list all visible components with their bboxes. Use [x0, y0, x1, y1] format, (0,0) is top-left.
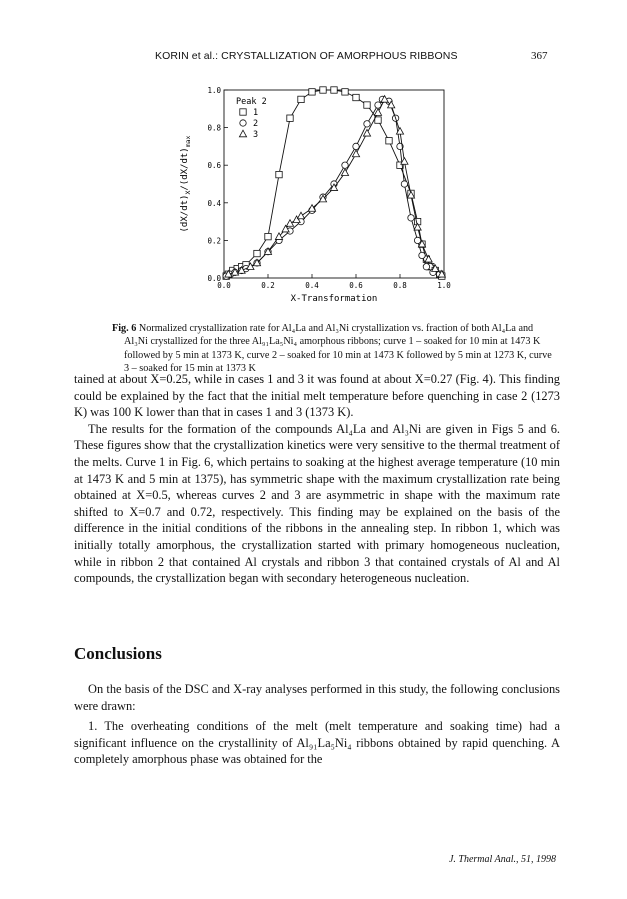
circle-marker [419, 252, 425, 258]
page-number: 367 [531, 50, 548, 62]
triangle-marker [239, 130, 246, 137]
journal-footer: J. Thermal Anal., 51, 1998 [448, 854, 556, 865]
y-tick-label: 0.4 [207, 198, 221, 208]
square-marker [298, 96, 304, 102]
square-marker [265, 233, 271, 239]
conclusions-paragraph-1: On the basis of the DSC and X-ray analyses performed in this study, the following conclusions were drawn: [74, 682, 560, 713]
legend-label: 3 [253, 130, 259, 140]
square-marker [276, 171, 282, 177]
x-tick-label: 0.4 [305, 281, 319, 290]
square-marker [364, 102, 370, 108]
y-axis-label-main-group [180, 135, 192, 232]
y-axis-label-main: $(dX/dt)_X/(dX/dt)_{max}$ [180, 135, 192, 233]
x-tick-label: 0.6 [349, 281, 363, 290]
x-tick-label: 0.2 [261, 281, 275, 290]
triangle-marker [363, 129, 370, 136]
x-tick-label: 0.8 [393, 281, 407, 290]
y-tick-label: 0.0 [207, 274, 221, 283]
body-paragraph-1: tained at about X=0.25, while in cases 1 and 3 it was found at about X=0.27 (Fig. 4). This finding could be explained by the fact that the initial melt temperature before quenching in case 2 (1273 K) was 100 K lower than that in cases 1 and 3 (1373 K). [74, 372, 560, 420]
conclusions-paragraph-2: 1. The overheating conditions of the melt (melt temperature and soaking time) had a significant influence on the crystallinity of Al₉₁La₅Ni₄ ribbons obtained by rapid quenching. A completely amorphous phase was obtained for the [74, 719, 560, 767]
legend-label: 2 [253, 119, 259, 129]
x-tick-label: 1.0 [437, 281, 451, 290]
circle-marker [401, 181, 407, 187]
triangle-marker [297, 212, 304, 219]
square-marker [320, 87, 326, 93]
crystallization-rate-chart [150, 85, 460, 310]
y-tick-label: 0.6 [207, 161, 221, 171]
circle-marker [423, 264, 429, 270]
circle-marker [353, 143, 359, 149]
square-marker [254, 250, 260, 256]
caption-label: Fig. 6 [112, 323, 137, 334]
body-text [74, 371, 560, 587]
y-tick-label: 0.2 [207, 236, 221, 246]
square-marker [240, 109, 246, 115]
square-marker [375, 117, 381, 123]
running-title: KORIN et al.: CRYSTALLIZATION OF AMORPHOUS RIBBONS [155, 50, 458, 62]
x-axis-label: X-Transformation [290, 294, 378, 304]
figure-caption [112, 322, 552, 375]
square-marker [287, 115, 293, 121]
triangle-marker [286, 220, 293, 227]
peak-label: Peak 2 [236, 97, 267, 107]
conclusions-text [74, 681, 560, 772]
circle-marker [342, 162, 348, 168]
legend-label: 1 [253, 108, 259, 118]
circle-marker [408, 215, 414, 221]
section-heading-conclusions: Conclusions [74, 644, 162, 663]
circle-marker [240, 120, 246, 126]
circle-marker [414, 237, 420, 243]
y-tick-label: 1.0 [207, 86, 221, 95]
circle-marker [364, 121, 370, 127]
y-tick-label: 0.8 [207, 123, 221, 133]
chart-legend [239, 108, 258, 140]
square-marker [353, 94, 359, 100]
figure-6 [150, 85, 460, 315]
x-tick-label: 0.0 [217, 281, 231, 290]
body-paragraph-2: The results for the formation of the compounds Al₄La and Al₃Ni are given in Figs 5 and 6. These figures show that the crystallization kinetics were very sensitive to the thermal treatment of the melts. Curve 1 in Fig. 6, which pertains to soaking at the highest average temperature (10 min at 1473 K and 5 min at 1375), has symmetric shape with the maximum crystallization rate being obtained at X=0.5, whereas curves 2 and 3 are asymmetric in shape with the maximum rate shifted to X=0.7 and 0.72, respectively. This finding may be explained on the basis of the difference in the initial conditions of the ribbons in the annealing step. In ribbon 1, which was initially totally amorphous, the crystallization started with primary homogeneous nucleation, while in ribbon 2 that contained Al crystals and ribbon 3 that contained crystals of Al and Al compounds, the crystallization began with secondary heterogeneous nucleation. [74, 421, 560, 586]
caption-text: Normalized crystallization rate for Al₄La and Al₃Ni crystallization vs. fraction of both Al₄La and Al₃Ni crystallized for the three Al₉₁La₅Ni₄ amorphous ribbons; curve 1 – soaked for 10 min at 1473 K followed by 5 min at 1373 K, curve 2 – soaked for 10 min at 1473 K followed by 5 min at 1273 K, curve 3 – soaked for 15 min at 1373 K [124, 323, 552, 374]
square-marker [309, 89, 315, 95]
square-marker [342, 89, 348, 95]
square-marker [386, 138, 392, 144]
square-marker [331, 87, 337, 93]
